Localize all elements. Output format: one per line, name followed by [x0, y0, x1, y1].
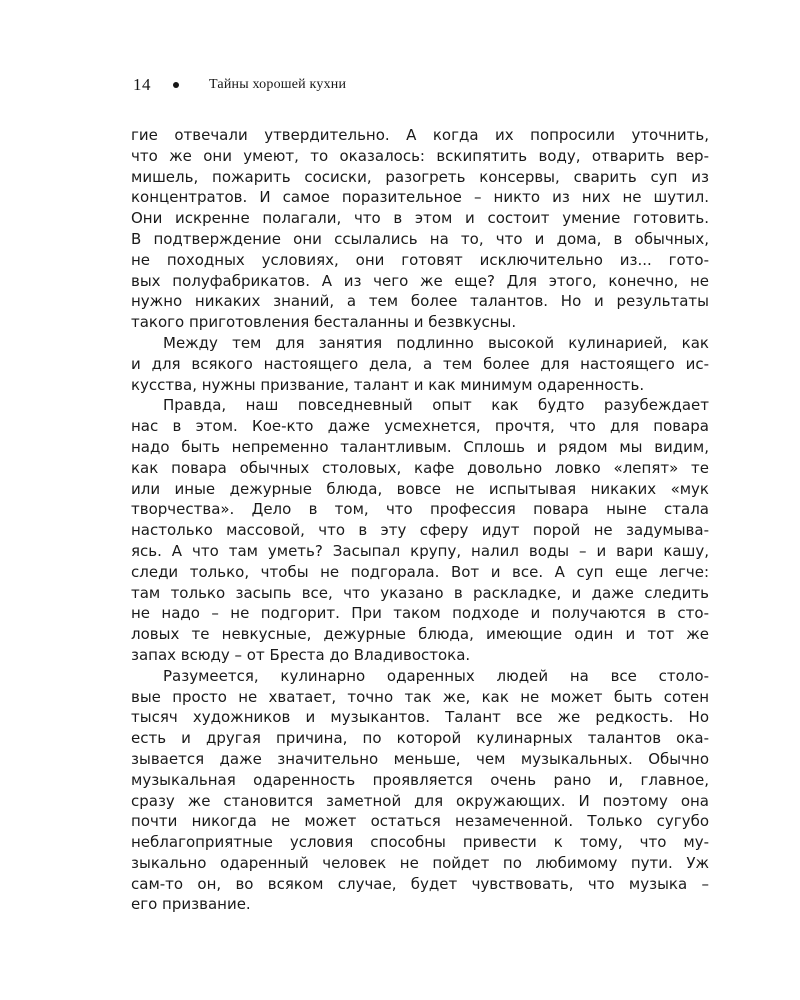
running-head: [133, 74, 346, 96]
text-line: концентратов. И самое поразительное – никто из них не шутил.: [131, 188, 709, 207]
text-line: В подтверждение они ссылались на то, что и дома, в обычных,: [131, 229, 709, 248]
text-line: ясь. А что там уметь? Засыпал крупу, налил воды – и вари кашу,: [131, 541, 709, 560]
bullet-icon: [173, 82, 179, 88]
text-line: нас в этом. Кое-кто даже усмехнется, прочтя, что для повара: [131, 417, 709, 436]
text-line: нужно никаких знаний, а тем более талантов. Но и результаты: [131, 292, 709, 311]
text-line: кусства, нужны призвание, талант и как минимум одаренность.: [131, 375, 645, 394]
text-line: вые просто не хватает, точно так же, как не может быть сотен: [131, 687, 709, 706]
text-line: вых полуфабрикатов. А из чего же еще? Для этого, конечно, не: [131, 271, 709, 290]
text-line: мишель, пожарить сосиски, разогреть консервы, сварить суп из: [131, 167, 709, 186]
text-line: или иные дежурные блюда, вовсе не испытывая никаких «мук: [131, 479, 709, 498]
text-line: гие отвечали утвердительно. А когда их попросили уточнить,: [131, 126, 709, 144]
text-line: надо быть непременно талантливым. Сплошь и рядом мы видим,: [131, 437, 709, 456]
body-text: [131, 125, 709, 915]
text-line: там только засыпь все, что указано в раскладке, и даже следить: [131, 583, 709, 602]
text-line: Между тем для занятия подлинно высокой кулинарией, как: [163, 333, 709, 352]
text-line: есть и другая причина, по которой кулинарных талантов ока-: [131, 729, 709, 748]
text-line: зывается даже значительно меньше, чем музыкальных. Обычно: [131, 749, 709, 768]
text-line: сам-то он, во всяком случае, будет чувствовать, что музыка –: [131, 874, 709, 893]
text-line: Они искренне полагали, что в этом и состоит умение готовить.: [131, 209, 709, 228]
text-line: запах всюду – от Бреста до Владивостока.: [131, 645, 471, 664]
text-line: ловых те невкусные, дежурные блюда, имеющие один и тот же: [131, 625, 709, 644]
text-line: не походных условиях, они готовят исключительно из... гото-: [131, 250, 709, 269]
text-line: тысяч художников и музыкантов. Талант все же редкость. Но: [131, 708, 709, 727]
text-line: сразу же становится заметной для окружающих. И поэтому она: [131, 791, 709, 810]
text-line: его призвание.: [131, 895, 251, 914]
text-line: не надо – не подгорит. При таком подходе и получаются в сто-: [131, 604, 709, 623]
text-line: как повара обычных столовых, кафе довольно ловко «лепят» те: [131, 458, 709, 477]
text-line: неблагоприятные условия способны привести к тому, что му-: [131, 833, 709, 852]
text-line: следи только, чтобы не подгорала. Вот и все. А суп еще легче:: [131, 562, 709, 581]
text-line: почти никогда не может остаться незамеченной. Только сугубо: [131, 812, 709, 831]
text-line: творчества». Дело в том, что профессия повара ныне стала: [131, 500, 709, 519]
text-line: настолько массовой, что в эту сферу идут порой не задумыва-: [131, 521, 709, 540]
text-line: что же они умеют, то оказалось: вскипятить воду, отварить вер-: [131, 146, 709, 165]
text-line: Разумеется, кулинарно одаренных людей на все столо-: [163, 666, 709, 685]
text-line: Правда, наш повседневный опыт как будто разубеждает: [163, 396, 709, 415]
text-line: такого приготовления бесталанны и безвкусны.: [131, 313, 517, 332]
book-title: Тайны хорошей кухни: [209, 77, 347, 92]
text-line: и для всякого настоящего дела, а тем более для настоящего ис-: [131, 354, 709, 373]
page-number: 14: [133, 75, 151, 94]
text-line: музыкальная одаренность проявляется очень рано и, главное,: [131, 770, 709, 789]
text-line: зыкально одаренный человек не пойдет по любимому пути. Уж: [131, 853, 709, 872]
